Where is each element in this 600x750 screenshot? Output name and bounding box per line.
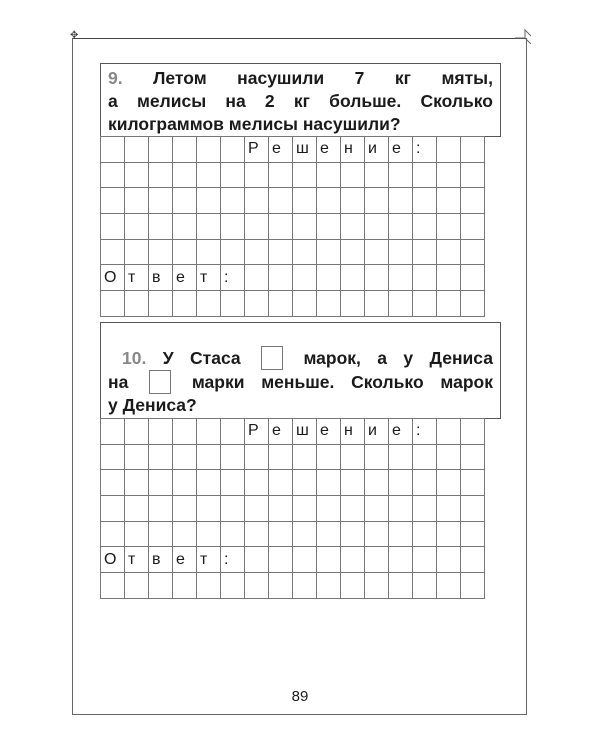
grid-cell[interactable] [173,137,197,163]
grid-cell[interactable] [365,214,389,240]
answer-label-cell[interactable]: т [125,265,149,291]
grid-cell[interactable] [461,496,485,522]
solution-label-cell[interactable]: н [341,137,365,163]
grid-cell[interactable] [173,573,197,599]
grid-cell[interactable] [413,444,437,470]
grid-cell[interactable] [293,162,317,188]
grid-cell[interactable] [221,573,245,599]
grid-cell[interactable] [461,239,485,265]
grid-cell[interactable] [125,470,149,496]
grid-cell[interactable] [293,547,317,573]
grid-cell[interactable] [317,265,341,291]
grid-cell[interactable] [317,547,341,573]
grid-cell[interactable] [389,521,413,547]
grid-cell[interactable] [149,162,173,188]
grid-row [101,265,485,291]
grid-cell[interactable] [341,188,365,214]
grid-cell[interactable] [389,188,413,214]
grid-cell[interactable] [341,547,365,573]
grid-row [101,496,485,522]
grid-cell[interactable] [317,162,341,188]
grid-cell[interactable] [389,291,413,317]
answer-label-cell[interactable]: : [221,265,245,291]
grid-cell[interactable] [461,265,485,291]
grid-cell[interactable] [341,521,365,547]
grid-cell[interactable] [197,573,221,599]
grid-cell[interactable] [437,265,461,291]
grid-cell[interactable] [437,214,461,240]
grid-cell[interactable] [293,573,317,599]
grid-row [101,188,485,214]
grid-cell[interactable] [149,470,173,496]
grid-cell[interactable] [245,521,269,547]
grid-cell[interactable] [293,265,317,291]
grid-cell[interactable] [437,162,461,188]
grid-cell[interactable] [413,470,437,496]
grid-cell[interactable] [317,496,341,522]
grid-cell[interactable] [101,188,125,214]
grid-cell[interactable] [245,239,269,265]
grid-cell[interactable] [437,188,461,214]
grid-cell[interactable] [389,573,413,599]
grid-cell[interactable] [317,573,341,599]
grid-cell[interactable] [101,444,125,470]
grid-cell[interactable] [461,419,485,445]
grid-cell[interactable] [125,162,149,188]
grid-cell[interactable] [437,137,461,163]
grid-cell[interactable] [365,573,389,599]
grid-cell[interactable] [461,470,485,496]
solution-label-cell[interactable]: е [389,419,413,445]
grid-row [101,573,485,599]
grid-cell[interactable] [125,573,149,599]
grid-cell[interactable] [341,470,365,496]
grid-cell[interactable] [341,291,365,317]
grid-cell[interactable] [221,188,245,214]
grid-cell[interactable] [317,291,341,317]
grid-cell[interactable] [389,496,413,522]
blank-box-1[interactable] [261,346,283,370]
grid-cell[interactable] [293,470,317,496]
task-9-solution-grid[interactable] [100,136,485,317]
grid-cell[interactable] [173,162,197,188]
grid-cell[interactable] [293,239,317,265]
grid-cell[interactable] [389,239,413,265]
grid-cell[interactable] [125,188,149,214]
grid-cell[interactable] [365,239,389,265]
grid-row [101,214,485,240]
grid-cell[interactable] [317,239,341,265]
grid-cell[interactable] [149,419,173,445]
grid-cell[interactable] [197,137,221,163]
answer-label-cell[interactable]: О [101,547,125,573]
grid-cell[interactable] [461,444,485,470]
grid-cell[interactable] [317,188,341,214]
grid-cell[interactable] [173,521,197,547]
grid-cell[interactable] [173,291,197,317]
grid-cell[interactable] [125,137,149,163]
grid-cell[interactable] [269,162,293,188]
grid-cell[interactable] [413,547,437,573]
grid-cell[interactable] [365,496,389,522]
grid-cell[interactable] [149,496,173,522]
grid-cell[interactable] [173,188,197,214]
grid-cell[interactable] [317,470,341,496]
grid-cell[interactable] [269,239,293,265]
grid-cell[interactable] [293,188,317,214]
answer-label-cell[interactable]: т [125,547,149,573]
grid-cell[interactable] [173,239,197,265]
grid-cell[interactable] [413,496,437,522]
grid-cell[interactable] [245,265,269,291]
grid-cell[interactable] [437,291,461,317]
grid-cell[interactable] [101,239,125,265]
grid-cell[interactable] [245,444,269,470]
grid-cell[interactable] [389,214,413,240]
grid-cell[interactable] [437,444,461,470]
grid-cell[interactable] [221,419,245,445]
grid-cell[interactable] [341,444,365,470]
grid-cell[interactable] [269,444,293,470]
answer-label-cell[interactable]: е [173,547,197,573]
grid-cell[interactable] [245,291,269,317]
grid-cell[interactable] [125,419,149,445]
grid-cell[interactable] [197,214,221,240]
grid-cell[interactable] [173,419,197,445]
grid-cell[interactable] [269,573,293,599]
grid-cell[interactable] [269,470,293,496]
grid-cell[interactable] [413,521,437,547]
answer-label-cell[interactable]: в [149,265,173,291]
solution-label-cell[interactable]: и [365,419,389,445]
grid-cell[interactable] [389,547,413,573]
grid-cell[interactable] [341,162,365,188]
grid-cell[interactable] [365,162,389,188]
grid-cell[interactable] [269,214,293,240]
task-10-text: 10. У Стаса марок, а у Дениса на марки меньше. Сколько марок у Дениса? [108,348,493,415]
answer-label-cell[interactable]: е [173,265,197,291]
grid-cell[interactable] [365,547,389,573]
grid-row [101,137,485,163]
grid-cell[interactable] [245,214,269,240]
grid-cell[interactable] [221,470,245,496]
grid-cell[interactable] [101,419,125,445]
grid-cell[interactable] [197,496,221,522]
grid-cell[interactable] [221,137,245,163]
grid-cell[interactable] [461,521,485,547]
grid-cell[interactable] [125,214,149,240]
grid-cell[interactable] [413,239,437,265]
grid-cell[interactable] [173,214,197,240]
grid-cell[interactable] [269,265,293,291]
grid-cell[interactable] [341,265,365,291]
answer-label-cell[interactable]: т [197,265,221,291]
grid-cell[interactable] [149,214,173,240]
grid-cell[interactable] [245,573,269,599]
grid-cell[interactable] [365,444,389,470]
grid-cell[interactable] [341,496,365,522]
grid-cell[interactable] [245,470,269,496]
grid-cell[interactable] [461,214,485,240]
grid-cell[interactable] [173,470,197,496]
grid-cell[interactable] [437,470,461,496]
page-curl-icon [515,28,531,44]
grid-cell[interactable] [197,521,221,547]
grid-cell[interactable] [245,162,269,188]
grid-cell[interactable] [293,521,317,547]
grid-cell[interactable] [317,444,341,470]
grid-cell[interactable] [125,444,149,470]
grid-cell[interactable] [437,521,461,547]
grid-cell[interactable] [293,214,317,240]
grid-cell[interactable] [269,521,293,547]
grid-cell[interactable] [125,521,149,547]
grid-cell[interactable] [149,239,173,265]
grid-cell[interactable] [293,291,317,317]
solution-label-cell[interactable]: Р [245,419,269,445]
task-9-text: 9. Летом насушили 7 кг мяты, а мелисы на 2 кг больше. Сколько килограммов мелисы насушили? [108,68,493,134]
grid-cell[interactable] [341,239,365,265]
grid-cell[interactable] [221,291,245,317]
grid-cell[interactable] [173,444,197,470]
grid-cell[interactable] [221,162,245,188]
grid-cell[interactable] [461,162,485,188]
grid-cell[interactable] [461,547,485,573]
grid-cell[interactable] [149,188,173,214]
grid-row [101,521,485,547]
grid-cell[interactable] [461,573,485,599]
solution-label-cell[interactable]: н [341,419,365,445]
answer-label-cell[interactable]: в [149,547,173,573]
grid-cell[interactable] [197,419,221,445]
grid-cell[interactable] [365,291,389,317]
grid-cell[interactable] [365,265,389,291]
solution-label-cell[interactable]: ш [293,419,317,445]
grid-row [101,419,485,445]
solution-label-cell[interactable]: е [317,419,341,445]
solution-label-cell[interactable]: е [389,137,413,163]
grid-row [101,162,485,188]
grid-cell[interactable] [317,214,341,240]
grid-cell[interactable] [269,188,293,214]
grid-cell[interactable] [437,239,461,265]
grid-cell[interactable] [413,162,437,188]
solution-label-cell[interactable]: е [269,137,293,163]
grid-cell[interactable] [341,573,365,599]
grid-cell[interactable] [461,291,485,317]
page-number: 89 [291,688,309,705]
answer-label-cell[interactable]: : [221,547,245,573]
grid-cell[interactable] [413,188,437,214]
solution-label-cell[interactable]: е [269,419,293,445]
grid-cell[interactable] [101,162,125,188]
grid-row [101,239,485,265]
grid-cell[interactable] [245,496,269,522]
solution-label-cell[interactable]: ш [293,137,317,163]
grid-cell[interactable] [125,496,149,522]
grid-cell[interactable] [389,162,413,188]
grid-cell[interactable] [149,573,173,599]
grid-cell[interactable] [221,496,245,522]
grid-cell[interactable] [389,444,413,470]
grid-cell[interactable] [269,547,293,573]
grid-cell[interactable] [365,470,389,496]
grid-row [101,547,485,573]
grid-cell[interactable] [293,444,317,470]
grid-cell[interactable] [245,547,269,573]
grid-cell[interactable] [269,291,293,317]
grid-cell[interactable] [101,291,125,317]
grid-cell[interactable] [221,444,245,470]
grid-cell[interactable] [149,521,173,547]
grid-cell[interactable] [173,496,197,522]
grid-cell[interactable] [389,265,413,291]
grid-cell[interactable] [365,188,389,214]
grid-cell[interactable] [413,265,437,291]
grid-cell[interactable] [101,214,125,240]
grid-cell[interactable] [125,291,149,317]
grid-cell[interactable] [437,496,461,522]
solution-label-cell[interactable]: : [413,137,437,163]
grid-cell[interactable] [221,214,245,240]
solution-label-cell[interactable]: Р [245,137,269,163]
grid-cell[interactable] [101,470,125,496]
grid-cell[interactable] [413,573,437,599]
solution-label-cell[interactable]: : [413,419,437,445]
grid-cell[interactable] [437,573,461,599]
answer-label-cell[interactable]: т [197,547,221,573]
task-10-solution-grid[interactable] [100,418,485,599]
grid-cell[interactable] [365,521,389,547]
grid-row [101,470,485,496]
grid-cell[interactable] [125,239,149,265]
registration-mark-icon: ✥ [70,30,79,41]
grid-row [101,291,485,317]
grid-cell[interactable] [149,291,173,317]
solution-label-cell[interactable]: и [365,137,389,163]
grid-cell[interactable] [413,291,437,317]
grid-cell[interactable] [461,188,485,214]
grid-cell[interactable] [197,470,221,496]
solution-label-cell[interactable]: е [317,137,341,163]
grid-cell[interactable] [101,573,125,599]
grid-cell[interactable] [197,188,221,214]
grid-cell[interactable] [197,291,221,317]
grid-cell[interactable] [149,137,173,163]
grid-row [101,444,485,470]
grid-cell[interactable] [269,496,293,522]
grid-cell[interactable] [245,188,269,214]
grid-cell[interactable] [437,419,461,445]
grid-cell[interactable] [221,521,245,547]
grid-cell[interactable] [461,137,485,163]
grid-cell[interactable] [101,137,125,163]
grid-cell[interactable] [389,470,413,496]
grid-cell[interactable] [197,444,221,470]
grid-cell[interactable] [221,239,245,265]
grid-cell[interactable] [341,214,365,240]
grid-cell[interactable] [101,496,125,522]
grid-cell[interactable] [197,239,221,265]
grid-cell[interactable] [413,214,437,240]
grid-cell[interactable] [149,444,173,470]
answer-label-cell[interactable]: О [101,265,125,291]
grid-cell[interactable] [293,496,317,522]
grid-cell[interactable] [197,162,221,188]
grid-cell[interactable] [437,547,461,573]
grid-cell[interactable] [101,521,125,547]
grid-cell[interactable] [317,521,341,547]
blank-box-2[interactable] [149,370,171,394]
